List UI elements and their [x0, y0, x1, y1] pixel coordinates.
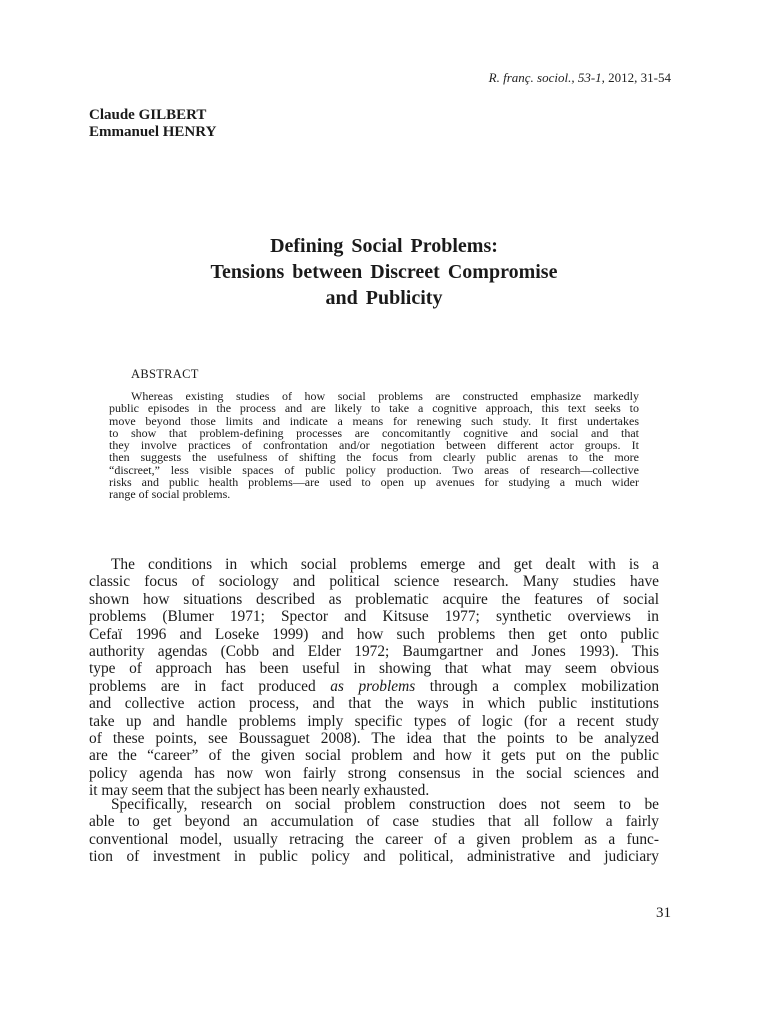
title-line: Tensions between Discreet Compromise	[210, 261, 558, 283]
body-line: it may seem that the subject has been nearly exhausted.	[89, 782, 430, 800]
body-line: tion of investment in public policy and political, administrative and judiciary	[89, 848, 659, 866]
abstract-line: risks and public health problems—are used to open up avenues for studying a much wider	[109, 475, 639, 490]
body-line: Cefaï 1996 and Loseke 1999) and how such problems then get onto public	[89, 625, 659, 643]
body-line: policy agenda has now won fairly strong consensus in the social sciences and	[89, 764, 659, 782]
body-line: shown how situations described as problematic acquire the features of social	[89, 590, 659, 608]
citation-year-pages: 2012, 31-54	[604, 70, 671, 85]
page-number: 31	[656, 905, 671, 921]
body-text: through a complex mobilization	[415, 677, 660, 695]
body-text: problems are in fact produced	[89, 677, 331, 695]
body-paragraph-1	[89, 556, 659, 800]
abstract-line: range of social problems.	[109, 487, 231, 502]
journal-citation	[489, 70, 671, 86]
body-line: of these points, see Boussaguet 2008). The idea that the points to be analyzed	[89, 730, 659, 748]
body-line: take up and handle problems imply specific types of logic (for a recent study	[89, 712, 659, 730]
body-line: are the “career” of the given social problem and how it gets put on the public	[89, 747, 659, 765]
abstract-line: Whereas existing studies of how social problems are constructed emphasize markedly	[131, 389, 639, 403]
abstract-text	[109, 390, 639, 501]
abstract-line: move beyond those limits and indicate a means for renewing such study. It first undertakes	[109, 413, 639, 428]
article-title	[0, 233, 768, 311]
body-line: able to get beyond an accumulation of case studies that all follow a fairly	[89, 813, 659, 831]
body-line: classic focus of sociology and political science research. Many studies have	[89, 573, 659, 591]
abstract-line: then suggests the usefulness of shifting the focus from clearly public arenas to the more	[109, 450, 639, 465]
body-line: Specifically, research on social problem construction does not seem to be	[111, 796, 659, 813]
journal-name: R. franç. sociol., 53-1,	[488, 70, 605, 85]
body-line: problems (Blumer 1971; Spector and Kitsuse 1977; synthetic overviews in	[89, 608, 659, 626]
body-line	[89, 678, 659, 695]
body-line: and collective action process, and that the ways in which public institutions	[89, 695, 659, 713]
abstract-line: “discreet,” less visible spaces of public policy production. Two areas of research—collective	[109, 462, 639, 477]
author-name: Emmanuel HENRY	[89, 124, 217, 140]
abstract-heading: ABSTRACT	[131, 367, 199, 381]
title-line: and Publicity	[325, 287, 443, 309]
body-line: authority agendas (Cobb and Elder 1972; Baumgartner and Jones 1993). This	[89, 643, 659, 661]
body-line: The conditions in which social problems emerge and get dealt with is a	[111, 556, 659, 573]
title-line: Defining Social Problems:	[270, 235, 498, 257]
abstract-line: public episodes in the process and are likely to take a cognitive approach, this text seeks to	[109, 401, 639, 416]
abstract-line: to show that problem-defining processes are concomitantly cognitive and social and that	[109, 425, 639, 440]
emphasized-text: as problems	[330, 677, 416, 695]
body-paragraph-2	[89, 796, 659, 866]
body-line: conventional model, usually retracing the career of a given problem as a func-	[89, 830, 659, 848]
body-line: type of approach has been useful in showing that what may seem obvious	[89, 660, 659, 678]
author-list	[89, 107, 216, 141]
author-name: Claude GILBERT	[89, 107, 207, 123]
abstract-line: they involve practices of confrontation and/or negotiation between different actor groups. It	[109, 438, 639, 453]
